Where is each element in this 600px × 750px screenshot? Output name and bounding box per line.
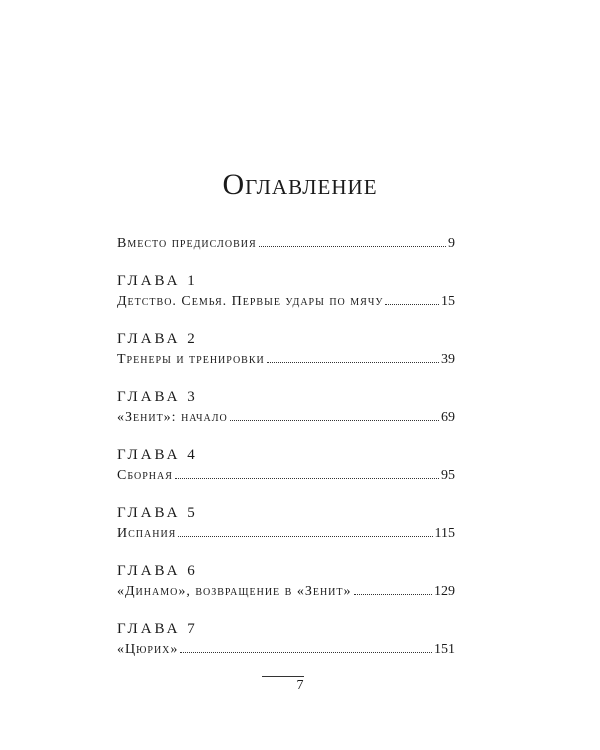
toc-entry-text: Вместо предисловия [117,236,257,251]
dot-leader [178,535,432,537]
chapter-label: ГЛАВА 2 [117,331,198,347]
toc-entry-page: 129 [434,584,455,599]
dot-leader [354,593,433,595]
chapter-label: ГЛАВА 4 [117,447,198,463]
dot-leader [230,419,439,421]
toc-entry-preface [117,234,455,254]
chapter-6 [117,560,455,602]
chapter-label: ГЛАВА 6 [117,563,198,579]
toc-entry-page: 69 [441,410,455,425]
toc-entry [117,408,455,428]
chapter-label: ГЛАВА 1 [117,273,198,289]
chapter-4 [117,444,455,486]
toc-title: Оглавление [222,168,378,201]
toc-entry-page: 9 [448,236,455,251]
toc-entry-text: «Динамо», возвращение в «Зенит» [117,584,352,599]
page-number: 7 [296,678,304,693]
table-of-contents [117,234,455,660]
toc-entry-text: Испания [117,526,177,541]
toc-entry-page: 15 [441,294,455,309]
toc-entry [117,524,455,544]
toc-entry-text: Сборная [117,468,173,483]
chapter-label: ГЛАВА 5 [117,505,198,521]
toc-entry-text: Детство. Семья. Первые удары по мячу [117,294,384,309]
footer-rule [262,676,304,677]
chapter-label: ГЛАВА 7 [117,621,198,637]
chapter-2 [117,328,455,370]
toc-entry-page: 39 [441,352,455,367]
toc-entry-page: 151 [434,642,455,657]
toc-entry-text: Тренеры и тренировки [117,352,265,367]
dot-leader [385,303,439,305]
chapter-label: ГЛАВА 3 [117,389,198,405]
toc-entry [117,640,455,660]
dot-leader [267,361,439,363]
chapter-5 [117,502,455,544]
dot-leader [259,245,446,247]
toc-entry [117,292,455,312]
toc-entry [117,350,455,370]
chapter-1 [117,270,455,312]
toc-entry-page: 115 [434,526,455,541]
toc-entry-text: «Цюрих» [117,642,179,657]
dot-leader [180,651,432,653]
dot-leader [175,477,439,479]
toc-entry [117,582,455,602]
chapter-7 [117,618,455,660]
toc-entry [117,466,455,486]
chapter-3 [117,386,455,428]
toc-entry-page: 95 [441,468,455,483]
toc-entry-text: «Зенит»: начало [117,410,228,425]
